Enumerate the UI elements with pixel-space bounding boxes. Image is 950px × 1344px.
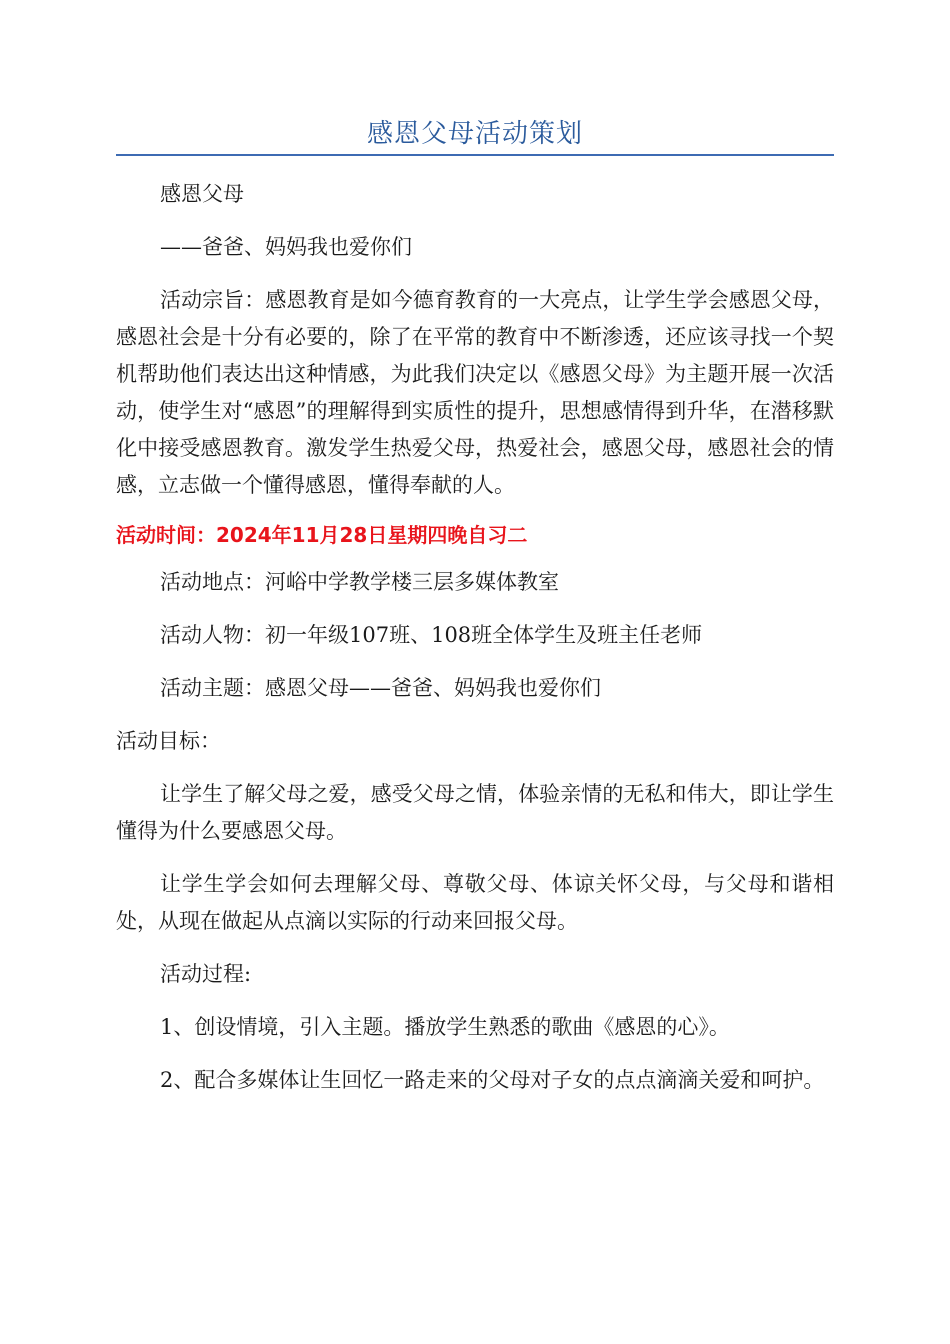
paragraph-subheading: ——爸爸、妈妈我也爱你们 — [160, 235, 412, 259]
activity-time-heading: 活动时间：2024年11月28日星期四晚自习二 — [116, 523, 528, 547]
activity-goal-1: 让学生了解父母之爱，感受父母之情，体验亲情的无私和伟大，即让学生懂得为什么要感恩父母。 — [116, 782, 834, 843]
activity-goal-2: 让学生学会如何去理解父母、尊敬父母、体谅关怀父母，与父母和谐相处，从现在做起从点滴以实际的行动来回报父母。 — [116, 872, 834, 933]
activity-people: 活动人物：初一年级107班、108班全体学生及班主任老师 — [160, 623, 703, 647]
title-underline — [116, 154, 834, 156]
paragraph-heading: 感恩父母 — [160, 182, 244, 206]
activity-process-label: 活动过程: — [160, 962, 252, 986]
activity-step-2: 2、配合多媒体让生回忆一路走来的父母对子女的点点滴滴关爱和呵护。 — [160, 1068, 825, 1092]
document-title: 感恩父母活动策划 — [366, 119, 583, 149]
activity-location: 活动地点：河峪中学教学楼三层多媒体教室 — [160, 570, 559, 594]
activity-goals-label: 活动目标： — [116, 729, 221, 753]
paragraph-purpose: 活动宗旨：感恩教育是如今德育教育的一大亮点，让学生学会感恩父母，感恩社会是十分有必要的，除了在平常的教育中不断渗透，还应该寻找一个契机帮助他们表达出这种情感，为此我们决定以《感恩父母》为主题开展一次活动，使学生对“感恩”的理解得到实质性的提升，思想感情得到升华，在潜移默化中接受感恩教育。激发学生热爱父母，热爱社会，感恩父母，感恩社会的情感，立志做一个懂得感恩，懂得奉献的人。 — [116, 288, 834, 497]
document-body — [116, 176, 834, 1115]
activity-theme: 活动主题：感恩父母——爸爸、妈妈我也爱你们 — [160, 676, 601, 700]
activity-step-1: 1、创设情境，引入主题。播放学生熟悉的歌曲《感恩的心》。 — [160, 1015, 730, 1039]
